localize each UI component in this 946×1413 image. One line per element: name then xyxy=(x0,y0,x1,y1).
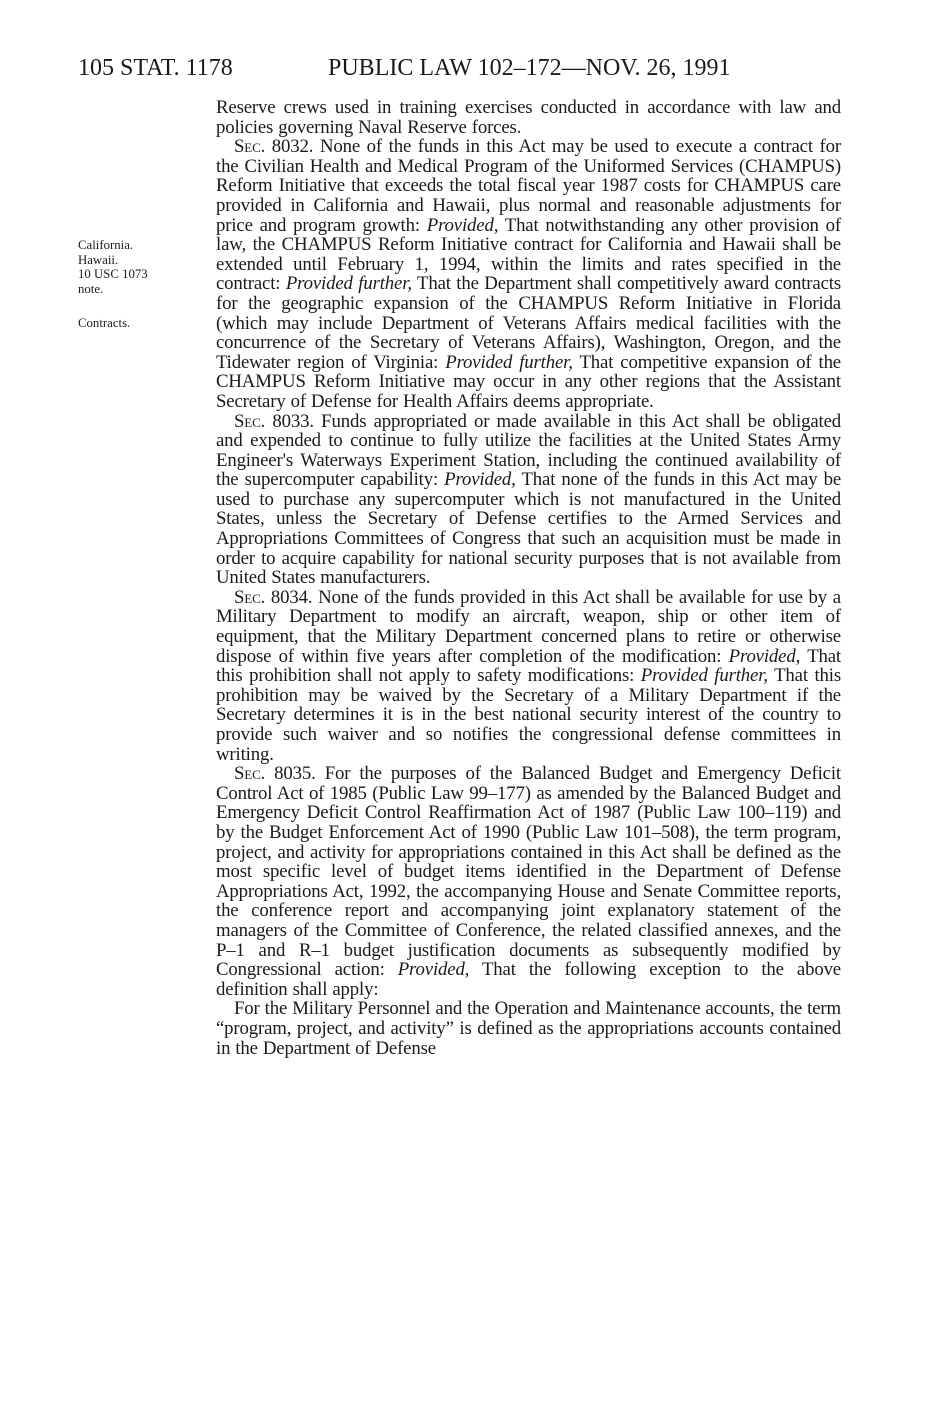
section-text: That the following exception to the above definition shall apply: xyxy=(216,959,841,1000)
paragraph-exception: For the Military Personnel and the Operation and Maintenance accounts, the term “program, project, and activity” is defined as the appropriations accounts contained in the Department of Defense xyxy=(216,998,841,1059)
proviso: Provided, xyxy=(728,645,801,667)
proviso: Provided further, xyxy=(445,351,573,373)
proviso: Provided, xyxy=(426,214,499,236)
section-text: That this prohibition may be waived by the Secretary of a Military Department if the Secretary determines it is in the best national security interest of the country to provide such waiver and so notifies the congressional defense committees in writing. xyxy=(216,665,841,765)
section-text: That the Department shall competitively award contracts for the geographic expansion of the CHAMPUS Reform Initiative in Florida (which may include Department of Veterans Affairs medical facilities with the concurrence of the Secretary of Veterans Affairs), Washington, Oregon, and the Tidewater region of Virginia: xyxy=(216,273,841,373)
body-text xyxy=(216,98,841,1058)
section-label: Sec. xyxy=(234,136,266,158)
paragraph-continuation: Reserve crews used in training exercises conducted in accordance with law and policies governing Naval Reserve forces. xyxy=(216,97,841,138)
section-8032 xyxy=(216,137,841,411)
section-text: That none of the funds in this Act may be used to purchase any supercomputer which is not manufactured in the United States, unless the Secretary of Defense certifies to the Armed Services and Appropriations Committees of Congress that such an acquisition must be made in order to acquire capability for national security purposes that is not available from United States manufacturers. xyxy=(216,469,841,589)
proviso: Provided further, xyxy=(285,273,412,295)
margin-note-line: note. xyxy=(78,281,104,296)
margin-note-line: California. xyxy=(78,238,134,252)
section-label: Sec. xyxy=(234,763,266,785)
margin-note-line: 10 USC 1073 xyxy=(78,267,148,281)
margin-note-locations xyxy=(78,238,208,296)
proviso: Provided, xyxy=(444,469,516,491)
section-8033 xyxy=(216,412,841,588)
section-text: 8032. None of the funds in this Act may be used to execute a contract for the Civilian Health and Medical Program of the Uniformed Services (CHAMPUS) Reform Initiative that exceeds the total fiscal year 1987 costs for CHAMPUS care provided in California and Hawaii, plus normal and reasonable adjustments for price and program growth: xyxy=(216,136,841,236)
section-text: That this prohibition shall not apply to safety modifications: xyxy=(216,645,842,687)
proviso: Provided further, xyxy=(640,665,768,687)
running-header: PUBLIC LAW 102–172—NOV. 26, 1991 xyxy=(328,55,731,81)
proviso: Provided, xyxy=(397,959,470,981)
section-8035 xyxy=(216,764,841,999)
section-text: 8035. For the purposes of the Balanced Budget and Emergency Deficit Control Act of 1985 (Public Law 99–177) as amended by the Balanced Budget and Emergency Deficit Control Reaffirmation Act of 1987 (Public Law 100–119) and by the Budget Enforcement Act of 1990 (Public Law 101–508), the term program, project, and activity for appropriations contained in this Act shall be defined as the most specific level of budget items identified in the Department of Defense Appropriations Act, 1992, the accompanying House and Senate Committee reports, the conference report and accompanying joint explanatory statement of the managers of the Committee of Conference, the related classified annexes, and the P–1 and R–1 budget justification documents as subsequently modified by Congressional action: xyxy=(216,763,841,981)
section-label: Sec. xyxy=(234,586,266,608)
margin-note-contracts: Contracts. xyxy=(78,316,131,330)
statute-page-number: 105 STAT. 1178 xyxy=(78,55,233,81)
section-text: That competitive expansion of the CHAMPUS Reform Initiative may occur in any other regions that the Assistant Secretary of Defense for Health Affairs deems appropriate. xyxy=(216,351,841,412)
margin-note-line: Hawaii. xyxy=(78,252,119,267)
section-8034 xyxy=(216,588,841,764)
section-label: Sec. xyxy=(234,410,266,432)
section-text: That notwithstanding any other provision of law, the CHAMPUS Reform Initiative contract for California and Hawaii shall be extended until February 1, 1994, within the limits and rates specified in the contract: xyxy=(216,214,841,295)
section-text: 8034. None of the funds provided in this Act shall be available for use by a Military Department to modify an aircraft, weapon, ship or other item of equipment, that the Military Department concerned plans to retire or otherwise dispose of within five years after completion of the modification: xyxy=(216,586,841,667)
section-text: 8033. Funds appropriated or made available in this Act shall be obligated and expended to continue to fully utilize the facilities at the United States Army Engineer's Waterways Experiment Station, including the continued availability of the supercomputer capability: xyxy=(216,410,841,491)
